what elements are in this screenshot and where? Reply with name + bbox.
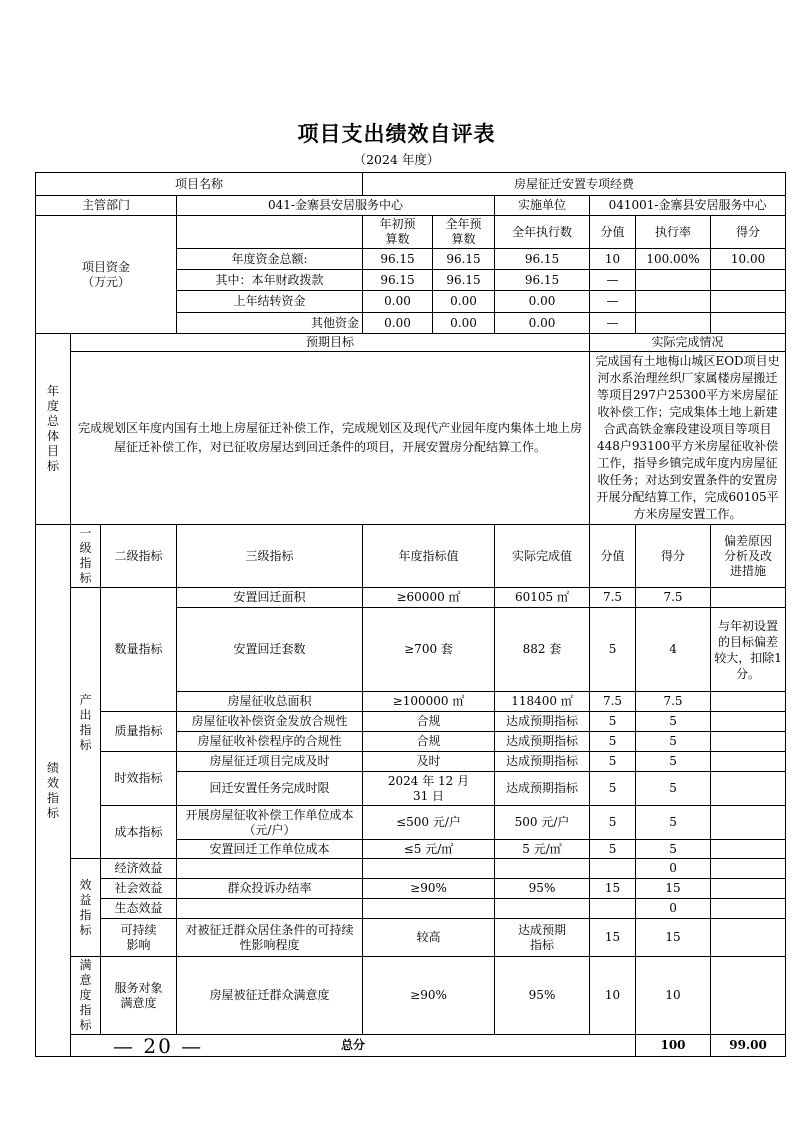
goal-expected-header: 预期目标	[71, 334, 590, 352]
benefit-l2: 经济效益	[101, 859, 177, 879]
perf-header-l2: 二级指标	[101, 525, 177, 588]
indicator-actual: 达成预期指标	[495, 752, 590, 772]
perf-header-val: 分值	[590, 525, 636, 588]
funds-row-score	[711, 270, 786, 291]
satisfaction-target: ≥90%	[363, 957, 495, 1035]
benefit-actual: 95%	[495, 879, 590, 899]
indicator-l3: 安置回迁面积	[177, 588, 363, 608]
benefit-reason	[711, 859, 786, 879]
perf-header-row	[36, 525, 786, 588]
indicator-val: 7.5	[590, 588, 636, 608]
funds-header-exec: 全年执行数	[495, 216, 590, 249]
indicator-actual: 达成预期指标	[495, 732, 590, 752]
funds-row-label: 年度资金总额:	[177, 249, 363, 270]
funds-header-full: 全年预 算数	[433, 216, 495, 249]
indicator-target: ≥700 套	[363, 608, 495, 692]
benefit-actual: 达成预期 指标	[495, 919, 590, 957]
funds-row-exec: 0.00	[495, 291, 590, 313]
indicator-l3: 房屋征迁项目完成及时	[177, 752, 363, 772]
satisfaction-reason	[711, 957, 786, 1035]
benefit-l2: 社会效益	[101, 879, 177, 899]
satisfaction-score: 10	[636, 957, 711, 1035]
goal-expected-text: 完成规划区年度内国有土地上房屋征迁补偿工作，完成规划区及现代产业园年度内集体土地上房屋征迁补偿工作，对已征收房屋达到回迁条件的项目，开展安置房分配结算工作。	[71, 352, 590, 525]
project-name-row	[36, 173, 786, 196]
indicator-score: 7.5	[636, 692, 711, 712]
funds-row-plan: 96.15	[363, 270, 433, 291]
satisfaction-row	[36, 957, 786, 1035]
benefit-score: 0	[636, 899, 711, 919]
satisfaction-indicator-label: 满 意 度 指 标	[71, 957, 101, 1035]
indicator-reason	[711, 712, 786, 732]
indicator-score: 5	[636, 806, 711, 840]
indicator-reason	[711, 752, 786, 772]
indicator-l3: 回迁安置任务完成时限	[177, 772, 363, 806]
benefit-l3: 群众投诉办结率	[177, 879, 363, 899]
funds-row-rate	[636, 313, 711, 334]
indicator-reason	[711, 806, 786, 840]
dept-value: 041-金寨县安居服务中心	[177, 196, 495, 216]
indicator-score: 5	[636, 752, 711, 772]
indicator-val: 5	[590, 806, 636, 840]
total-val: 100	[636, 1035, 711, 1057]
indicator-reason	[711, 588, 786, 608]
benefit-l3	[177, 899, 363, 919]
indicator-row	[36, 588, 786, 608]
funds-row-val: —	[590, 313, 636, 334]
perf-header-actual: 实际完成值	[495, 525, 590, 588]
funds-row-label: 其他资金	[177, 313, 363, 334]
funds-row-score: 10.00	[711, 249, 786, 270]
indicator-l3: 房屋征收补偿程序的合规性	[177, 732, 363, 752]
impl-value: 041001-金寨县安居服务中心	[590, 196, 786, 216]
benefit-row	[36, 859, 786, 879]
benefit-target	[363, 899, 495, 919]
perf-header-target: 年度指标值	[363, 525, 495, 588]
funds-header-row	[36, 216, 786, 249]
funds-row-plan: 96.15	[363, 249, 433, 270]
funds-row-plan: 0.00	[363, 313, 433, 334]
funds-row-score	[711, 291, 786, 313]
perf-header-reason: 偏差原因 分析及改 进措施	[711, 525, 786, 588]
indicator-reason	[711, 732, 786, 752]
project-name-label: 项目名称	[36, 173, 363, 196]
funds-row-full: 96.15	[433, 249, 495, 270]
indicator-l3: 安置回迁套数	[177, 608, 363, 692]
funds-row-label: 其中：本年财政拨款	[177, 270, 363, 291]
total-score: 99.00	[711, 1035, 786, 1057]
indicator-row	[36, 752, 786, 772]
indicator-actual: 882 套	[495, 608, 590, 692]
benefit-reason	[711, 879, 786, 899]
output-indicator-label: 产 出 指 标	[71, 588, 101, 859]
perf-section-label: 绩 效 指 标	[36, 525, 71, 1057]
indicator-val: 5	[590, 732, 636, 752]
total-label: 总分	[71, 1035, 636, 1057]
perf-header-l3: 三级指标	[177, 525, 363, 588]
benefit-score: 15	[636, 919, 711, 957]
dept-label: 主管部门	[36, 196, 177, 216]
indicator-row	[36, 806, 786, 840]
project-name-value: 房屋征迁安置专项经费	[363, 173, 786, 196]
goal-header-row	[36, 334, 786, 352]
benefit-target	[363, 859, 495, 879]
benefit-target: 较高	[363, 919, 495, 957]
indicator-val: 7.5	[590, 692, 636, 712]
satisfaction-actual: 95%	[495, 957, 590, 1035]
funds-row-val: —	[590, 291, 636, 313]
quantity-indicator-label: 数量指标	[101, 588, 177, 712]
indicator-target: ≥60000 ㎡	[363, 588, 495, 608]
indicator-score: 7.5	[636, 588, 711, 608]
indicator-reason	[711, 840, 786, 859]
indicator-l3: 开展房屋征收补偿工作单位成本（元/户）	[177, 806, 363, 840]
benefit-reason	[711, 899, 786, 919]
indicator-l3: 房屋征收总面积	[177, 692, 363, 712]
funds-header-score: 得分	[711, 216, 786, 249]
benefit-target: ≥90%	[363, 879, 495, 899]
impl-label: 实施单位	[495, 196, 590, 216]
benefit-l3	[177, 859, 363, 879]
indicator-reason	[711, 692, 786, 712]
benefit-indicator-label: 效 益 指 标	[71, 859, 101, 957]
indicator-val: 5	[590, 772, 636, 806]
funds-row-score	[711, 313, 786, 334]
cost-indicator-label: 成本指标	[101, 806, 177, 859]
funds-row-rate	[636, 270, 711, 291]
indicator-actual: 118400 ㎡	[495, 692, 590, 712]
satisfaction-l2: 服务对象 满意度	[101, 957, 177, 1035]
indicator-row	[36, 712, 786, 732]
indicator-target: 及时	[363, 752, 495, 772]
goal-actual-text: 完成国有土地梅山城区EOD项目史河水系治理丝织厂家属楼房屋搬迁等项目297户25300平方米房屋征收补偿工作；完成集体土地上新建合武高铁金寨段建设项目等项目448户93100平方米房屋征收补偿工作，指导乡镇完成年度内房屋征收任务；对达到安置条件的安置房开展分配结算工作，完成60105平方米房屋安置工作。	[590, 352, 786, 525]
funds-row-label: 上年结转资金	[177, 291, 363, 313]
time-indicator-label: 时效指标	[101, 752, 177, 806]
benefit-row	[36, 879, 786, 899]
funds-row-full: 96.15	[433, 270, 495, 291]
funds-row-exec: 96.15	[495, 249, 590, 270]
funds-header-blank	[177, 216, 363, 249]
benefit-actual	[495, 859, 590, 879]
indicator-actual: 5 元/㎡	[495, 840, 590, 859]
benefit-row	[36, 899, 786, 919]
funds-row-plan: 0.00	[363, 291, 433, 313]
benefit-val: 15	[590, 879, 636, 899]
self-evaluation-table	[35, 172, 786, 1057]
benefit-score: 0	[636, 859, 711, 879]
funds-header-plan: 年初预 算数	[363, 216, 433, 249]
indicator-l3: 安置回迁工作单位成本	[177, 840, 363, 859]
benefit-val	[590, 899, 636, 919]
funds-label: 项目资金 （万元）	[36, 216, 177, 334]
goal-actual-header: 实际完成情况	[590, 334, 786, 352]
indicator-target: 合规	[363, 712, 495, 732]
goal-content-row	[36, 352, 786, 525]
indicator-val: 5	[590, 712, 636, 732]
funds-header-rate: 执行率	[636, 216, 711, 249]
funds-row-rate	[636, 291, 711, 313]
page-subtitle: （2024 年度）	[353, 152, 440, 167]
indicator-val: 5	[590, 608, 636, 692]
benefit-l2: 生态效益	[101, 899, 177, 919]
indicator-actual: 500 元/户	[495, 806, 590, 840]
indicator-reason: 与年初设置的目标偏差较大，扣除1分。	[711, 608, 786, 692]
indicator-score: 5	[636, 772, 711, 806]
indicator-score: 5	[636, 732, 711, 752]
indicator-actual: 达成预期指标	[495, 712, 590, 732]
funds-header-score-val: 分值	[590, 216, 636, 249]
benefit-row	[36, 919, 786, 957]
indicator-score: 5	[636, 840, 711, 859]
indicator-target: 合规	[363, 732, 495, 752]
satisfaction-l3: 房屋被征迁群众满意度	[177, 957, 363, 1035]
benefit-actual	[495, 899, 590, 919]
indicator-val: 5	[590, 840, 636, 859]
indicator-actual: 达成预期指标	[495, 772, 590, 806]
indicator-target: ≤5 元/㎡	[363, 840, 495, 859]
goal-section-label: 年 度 总 体 目 标	[36, 334, 71, 525]
benefit-val	[590, 859, 636, 879]
benefit-score: 15	[636, 879, 711, 899]
indicator-target: ≥100000 ㎡	[363, 692, 495, 712]
funds-row-rate: 100.00%	[636, 249, 711, 270]
page-title: 项目支出绩效自评表	[297, 122, 496, 146]
indicator-target: ≤500 元/户	[363, 806, 495, 840]
indicator-actual: 60105 ㎡	[495, 588, 590, 608]
funds-row-full: 0.00	[433, 313, 495, 334]
page-number: — 20 —	[113, 1034, 204, 1058]
satisfaction-val: 10	[590, 957, 636, 1035]
indicator-score: 4	[636, 608, 711, 692]
funds-row-val: —	[590, 270, 636, 291]
funds-row-full: 0.00	[433, 291, 495, 313]
funds-row-val: 10	[590, 249, 636, 270]
indicator-reason	[711, 772, 786, 806]
indicator-score: 5	[636, 712, 711, 732]
perf-header-score: 得分	[636, 525, 711, 588]
benefit-l2: 可持续 影响	[101, 919, 177, 957]
indicator-target: 2024 年 12 月 31 日	[363, 772, 495, 806]
perf-header-l1: 一 级 指 标	[71, 525, 101, 588]
funds-row-exec: 96.15	[495, 270, 590, 291]
funds-row-exec: 0.00	[495, 313, 590, 334]
dept-row	[36, 196, 786, 216]
benefit-reason	[711, 919, 786, 957]
quality-indicator-label: 质量指标	[101, 712, 177, 752]
benefit-val: 15	[590, 919, 636, 957]
benefit-l3: 对被征迁群众居住条件的可持续性影响程度	[177, 919, 363, 957]
indicator-val: 5	[590, 752, 636, 772]
indicator-l3: 房屋征收补偿资金发放合规性	[177, 712, 363, 732]
